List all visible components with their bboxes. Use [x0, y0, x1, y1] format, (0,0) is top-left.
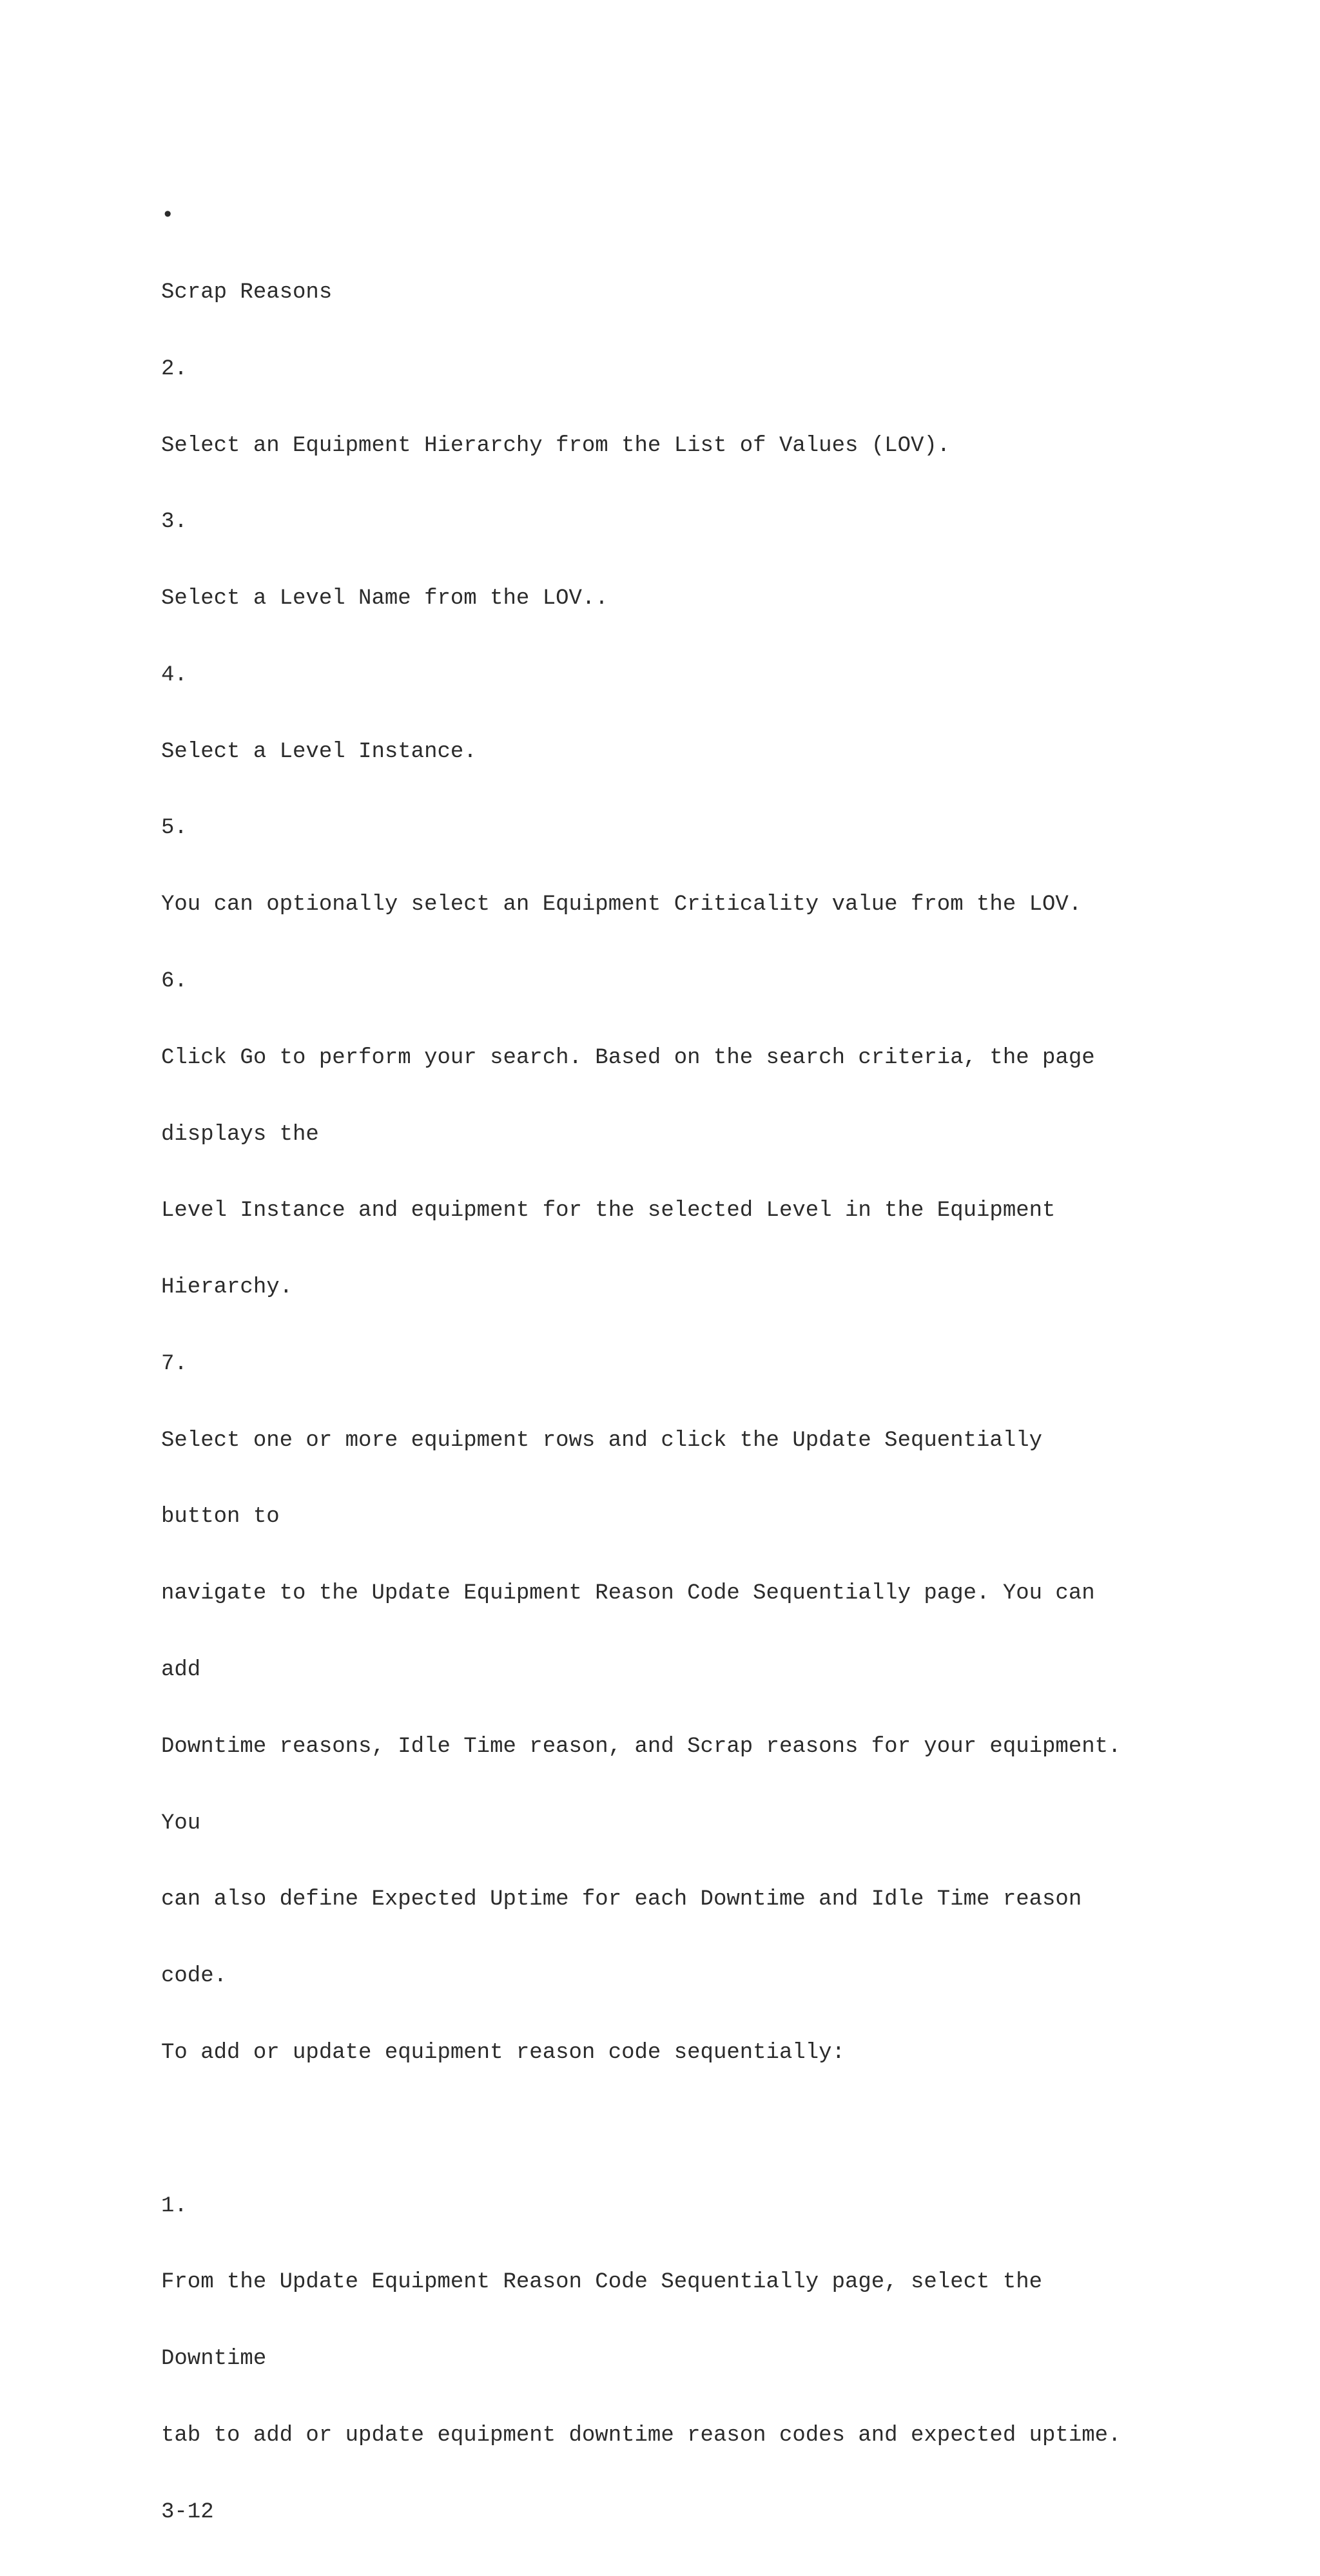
text-line: Select a Level Name from the LOV..: [161, 586, 608, 611]
step-number: 4.: [161, 662, 188, 687]
step-number: 5.: [161, 816, 188, 841]
text-line: To add or update equipment reason code sequentially:: [161, 2040, 845, 2065]
text-line: navigate to the Update Equipment Reason Code Sequentially page. You can: [161, 1581, 1095, 1606]
text-line: add: [161, 1658, 201, 1683]
text-line: can also define Expected Uptime for each Downtime and Idle Time reason: [161, 1887, 1082, 1912]
text-line: You: [161, 1811, 201, 1836]
text-line: Scrap Reasons: [161, 280, 333, 305]
text-line: code.: [161, 1964, 228, 1989]
text-line: Level Instance and equipment for the selected Level in the Equipment: [161, 1198, 1056, 1224]
bullet-marker: •: [161, 204, 175, 229]
step-number: 6.: [161, 969, 188, 994]
text-line: From the Update Equipment Reason Code Sequentially page, select the: [161, 2270, 1043, 2295]
text-line: Hierarchy.: [161, 1275, 293, 1300]
text-line: tab to add or update equipment downtime reason codes and expected uptime.: [161, 2423, 1121, 2448]
blank-line: [161, 2117, 1167, 2143]
text-line: button to: [161, 1504, 280, 1530]
step-number: 3.: [161, 510, 188, 535]
step-number: 1.: [161, 2193, 188, 2218]
text-line: displays the: [161, 1122, 319, 1147]
text-line: Downtime reasons, Idle Time reason, and Scrap reasons for your equipment.: [161, 1734, 1121, 1759]
text-line: You can optionally select an Equipment Criticality value from the LOV.: [161, 892, 1082, 918]
text-line: Select one or more equipment rows and click the Update Sequentially: [161, 1428, 1043, 1453]
page-number: 3-12: [161, 2499, 214, 2524]
document-body: [161, 153, 1167, 2576]
text-line: Downtime: [161, 2347, 267, 2372]
step-number: 2.: [161, 356, 188, 381]
step-number: 7.: [161, 1351, 188, 1376]
text-line: Click Go to perform your search. Based on the search criteria, the page: [161, 1045, 1095, 1070]
text-line: Select an Equipment Hierarchy from the List of Values (LOV).: [161, 433, 951, 458]
text-line: Select a Level Instance.: [161, 739, 477, 764]
